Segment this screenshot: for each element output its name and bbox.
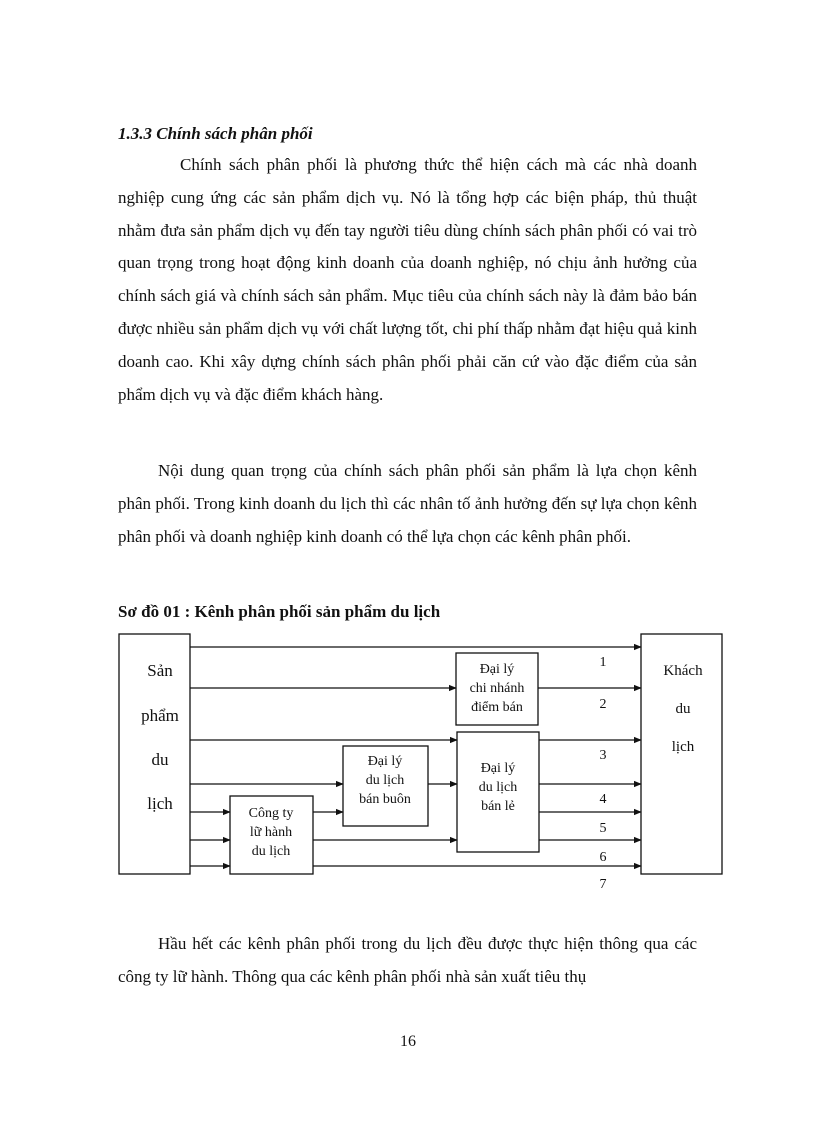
tour-operator-line3: du lịch [251, 844, 291, 859]
wholesale-agent-line1: Đại lý [367, 754, 403, 769]
customer-label-line2: du [675, 701, 691, 717]
wholesale-agent-line2: du lịch [365, 773, 405, 788]
customer-label-line3: lịch [671, 739, 695, 755]
producer-label-line3: du [151, 750, 169, 769]
channel-number-3: 3 [599, 748, 607, 763]
branch-agent-line3: điểm bán [471, 700, 523, 715]
channel-number-2: 2 [599, 697, 607, 712]
page-number: 16 [400, 1033, 416, 1050]
diagram-caption: Sơ đồ 01 : Kênh phân phối sản phẩm du lịch [118, 602, 441, 621]
channel-number-6: 6 [599, 850, 607, 865]
channel-number-7: 7 [599, 877, 607, 892]
channel-number-5: 5 [599, 821, 607, 836]
retail-agent-line3: bán lẻ [481, 799, 515, 814]
paragraph-distribution-policy: Chính sách phân phối là phương thức thể hiện cách mà các nhà doanh nghiệp cung ứng các sản phẩm dịch vụ. Nó là tổng hợp các biện pháp, thủ thuật nhằm đưa sản phẩm dịch vụ đến tay người tiêu dùng chính sách phân phối có vai trò quan trọng trong hoạt động kinh doanh của doanh nghiệp, nó chịu ảnh hưởng của chính sách giá và chính sách sản phẩm. Mục tiêu của chính sách này là đảm bảo bán được nhiều sản phẩm dịch vụ với chất lượng tốt, chi phí thấp nhằm đạt hiệu quả kinh doanh cao. Khi xây dựng chính sách phân phối phải căn cứ vào đặc điểm của sản phẩm dịch vụ và đặc điểm khách hàng. [118, 155, 697, 404]
tour-operator-line2: lữ hành [249, 825, 293, 840]
customer-label-line1: Khách [663, 663, 703, 679]
producer-label-line2: phẩm [141, 706, 179, 725]
retail-agent-line2: du lịch [478, 780, 518, 795]
branch-agent-line1: Đại lý [479, 662, 515, 677]
paragraph-distribution-channels: Nội dung quan trọng của chính sách phân phối sản phẩm là lựa chọn kênh phân phối. Trong kinh doanh du lịch thì các nhân tố ảnh hưởng đến sự lựa chọn kênh phân phối và doanh nghiệp kinh doanh có thể lựa chọn các kênh phân phối. [118, 461, 697, 546]
channel-number-4: 4 [599, 792, 607, 807]
wholesale-agent-line3: bán buôn [359, 792, 411, 807]
paragraph-tour-operators: Hầu hết các kênh phân phối trong du lịch đều được thực hiện thông qua các công ty lữ hành. Thông qua các kênh phân phối nhà sản xuất tiêu thụ [118, 934, 697, 986]
retail-agent-line1: Đại lý [480, 761, 516, 776]
channel-number-1: 1 [599, 655, 607, 670]
tour-operator-line1: Công ty [248, 806, 294, 821]
producer-label-line1: Sản [147, 661, 173, 680]
branch-agent-line2: chi nhánh [469, 681, 525, 696]
section-heading: 1.3.3 Chính sách phân phối [118, 124, 313, 143]
producer-label-line4: lịch [147, 794, 173, 813]
